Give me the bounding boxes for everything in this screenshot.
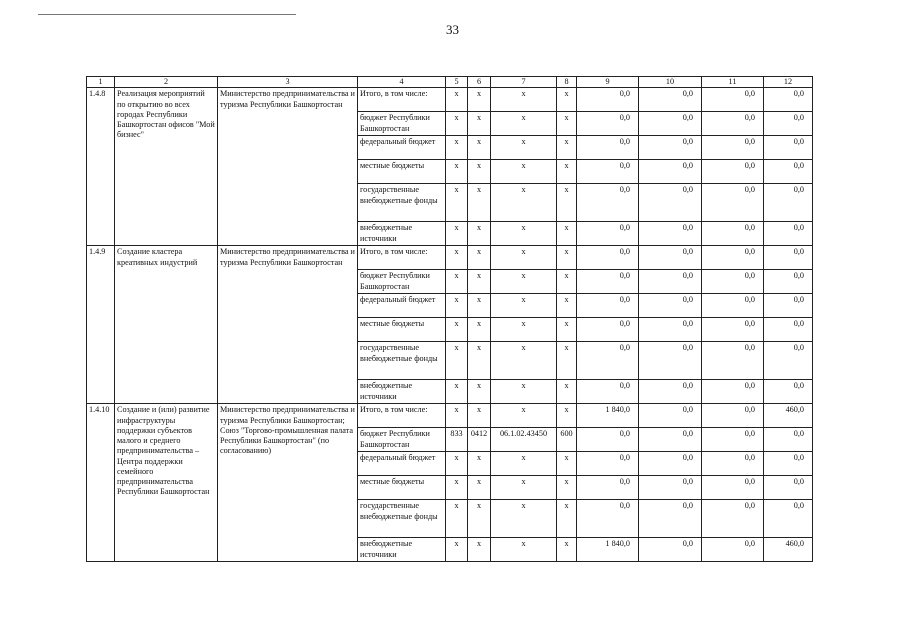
expense-type-code: x (557, 160, 577, 184)
amount-col-9: 0,0 (577, 136, 639, 160)
amount-col-11: 0,0 (702, 222, 764, 246)
section-code: x (468, 452, 491, 476)
amount-col-11: 0,0 (702, 428, 764, 452)
amount-col-9: 0,0 (577, 294, 639, 318)
amount-col-11: 0,0 (702, 538, 764, 562)
admin-code: x (446, 452, 468, 476)
amount-col-9: 0,0 (577, 380, 639, 404)
section-code: x (468, 318, 491, 342)
column-number: 3 (218, 77, 358, 88)
amount-col-11: 0,0 (702, 294, 764, 318)
funding-source: государственные внебюджетные фонды (358, 342, 446, 380)
amount-col-10: 0,0 (639, 342, 702, 380)
target-article-code: x (491, 318, 557, 342)
amount-col-11: 0,0 (702, 318, 764, 342)
section-code: x (468, 160, 491, 184)
expense-type-code: x (557, 270, 577, 294)
admin-code: x (446, 380, 468, 404)
amount-col-10: 0,0 (639, 112, 702, 136)
item-executor: Министерство предпринимательства и туризма Республики Башкортостан (218, 246, 358, 404)
amount-col-9: 0,0 (577, 112, 639, 136)
admin-code: x (446, 318, 468, 342)
amount-col-12: 0,0 (764, 452, 813, 476)
funding-source: местные бюджеты (358, 318, 446, 342)
section-code: x (468, 500, 491, 538)
funding-source: внебюджетные источники (358, 380, 446, 404)
item-name: Создание и (или) развитие инфраструктуры поддержки субъектов малого и среднего предпринимательства – Центра поддержки семейного предпринимательства Республики Башкортостан (115, 404, 218, 562)
expense-type-code: x (557, 184, 577, 222)
amount-col-11: 0,0 (702, 380, 764, 404)
table-row (87, 404, 813, 428)
column-number: 2 (115, 77, 218, 88)
funding-source: Итого, в том числе: (358, 404, 446, 428)
amount-col-12: 0,0 (764, 270, 813, 294)
admin-code: x (446, 270, 468, 294)
funding-source: местные бюджеты (358, 160, 446, 184)
column-number: 1 (87, 77, 115, 88)
amount-col-11: 0,0 (702, 342, 764, 380)
amount-col-9: 0,0 (577, 184, 639, 222)
amount-col-11: 0,0 (702, 476, 764, 500)
funding-source: Итого, в том числе: (358, 246, 446, 270)
column-number: 6 (468, 77, 491, 88)
funding-source: государственные внебюджетные фонды (358, 184, 446, 222)
funding-source: внебюджетные источники (358, 538, 446, 562)
target-article-code: x (491, 136, 557, 160)
expense-type-code: x (557, 112, 577, 136)
section-code: x (468, 342, 491, 380)
section-code: x (468, 136, 491, 160)
admin-code: x (446, 112, 468, 136)
expense-type-code: x (557, 246, 577, 270)
amount-col-12: 0,0 (764, 294, 813, 318)
admin-code: x (446, 136, 468, 160)
header-rule (38, 14, 296, 15)
expense-type-code: x (557, 452, 577, 476)
section-code: x (468, 270, 491, 294)
section-code: x (468, 476, 491, 500)
target-article-code: x (491, 538, 557, 562)
section-code: x (468, 404, 491, 428)
amount-col-9: 1 840,0 (577, 404, 639, 428)
target-article-code: x (491, 160, 557, 184)
expense-type-code: x (557, 136, 577, 160)
target-article-code: 06.1.02.43450 (491, 428, 557, 452)
amount-col-10: 0,0 (639, 222, 702, 246)
admin-code: x (446, 184, 468, 222)
funding-source: местные бюджеты (358, 476, 446, 500)
admin-code: x (446, 222, 468, 246)
amount-col-11: 0,0 (702, 270, 764, 294)
column-number: 5 (446, 77, 468, 88)
amount-col-10: 0,0 (639, 452, 702, 476)
amount-col-10: 0,0 (639, 184, 702, 222)
amount-col-9: 0,0 (577, 476, 639, 500)
table-row (87, 88, 813, 112)
item-name: Реализация мероприятий по открытию во всех городах Республики Башкортостан офисов "Мой бизнес" (115, 88, 218, 246)
expense-type-code: x (557, 476, 577, 500)
item-number: 1.4.10 (87, 404, 115, 562)
funding-source: Итого, в том числе: (358, 88, 446, 112)
amount-col-9: 0,0 (577, 318, 639, 342)
budget-table (86, 76, 813, 562)
amount-col-12: 0,0 (764, 246, 813, 270)
expense-type-code: x (557, 500, 577, 538)
amount-col-10: 0,0 (639, 538, 702, 562)
target-article-code: x (491, 342, 557, 380)
expense-type-code: 600 (557, 428, 577, 452)
funding-source: федеральный бюджет (358, 136, 446, 160)
amount-col-12: 0,0 (764, 136, 813, 160)
expense-type-code: x (557, 404, 577, 428)
target-article-code: x (491, 380, 557, 404)
expense-type-code: x (557, 380, 577, 404)
amount-col-10: 0,0 (639, 380, 702, 404)
amount-col-10: 0,0 (639, 246, 702, 270)
amount-col-11: 0,0 (702, 500, 764, 538)
expense-type-code: x (557, 342, 577, 380)
expense-type-code: x (557, 318, 577, 342)
column-number: 11 (702, 77, 764, 88)
section-code: x (468, 112, 491, 136)
amount-col-11: 0,0 (702, 112, 764, 136)
amount-col-9: 0,0 (577, 88, 639, 112)
section-code: x (468, 380, 491, 404)
admin-code: x (446, 538, 468, 562)
amount-col-11: 0,0 (702, 452, 764, 476)
amount-col-10: 0,0 (639, 294, 702, 318)
section-code: x (468, 184, 491, 222)
column-number: 4 (358, 77, 446, 88)
amount-col-10: 0,0 (639, 500, 702, 538)
amount-col-10: 0,0 (639, 136, 702, 160)
target-article-code: x (491, 270, 557, 294)
funding-source: бюджет Республики Башкортостан (358, 112, 446, 136)
amount-col-12: 0,0 (764, 184, 813, 222)
funding-source: федеральный бюджет (358, 294, 446, 318)
amount-col-11: 0,0 (702, 404, 764, 428)
funding-source: внебюджетные источники (358, 222, 446, 246)
section-code: 0412 (468, 428, 491, 452)
column-number: 7 (491, 77, 557, 88)
amount-col-12: 0,0 (764, 88, 813, 112)
target-article-code: x (491, 88, 557, 112)
amount-col-12: 0,0 (764, 112, 813, 136)
amount-col-9: 0,0 (577, 500, 639, 538)
target-article-code: x (491, 476, 557, 500)
admin-code: 833 (446, 428, 468, 452)
amount-col-11: 0,0 (702, 184, 764, 222)
amount-col-9: 0,0 (577, 270, 639, 294)
expense-type-code: x (557, 538, 577, 562)
amount-col-9: 0,0 (577, 246, 639, 270)
amount-col-12: 0,0 (764, 342, 813, 380)
amount-col-9: 0,0 (577, 428, 639, 452)
amount-col-11: 0,0 (702, 160, 764, 184)
target-article-code: x (491, 222, 557, 246)
amount-col-9: 0,0 (577, 452, 639, 476)
amount-col-12: 0,0 (764, 160, 813, 184)
amount-col-9: 1 840,0 (577, 538, 639, 562)
column-number: 9 (577, 77, 639, 88)
target-article-code: x (491, 112, 557, 136)
section-code: x (468, 294, 491, 318)
funding-source: бюджет Республики Башкортостан (358, 270, 446, 294)
expense-type-code: x (557, 88, 577, 112)
item-number: 1.4.8 (87, 88, 115, 246)
amount-col-10: 0,0 (639, 476, 702, 500)
amount-col-10: 0,0 (639, 428, 702, 452)
amount-col-9: 0,0 (577, 222, 639, 246)
amount-col-12: 0,0 (764, 380, 813, 404)
amount-col-10: 0,0 (639, 318, 702, 342)
funding-source: федеральный бюджет (358, 452, 446, 476)
amount-col-12: 460,0 (764, 538, 813, 562)
admin-code: x (446, 404, 468, 428)
amount-col-12: 460,0 (764, 404, 813, 428)
amount-col-10: 0,0 (639, 404, 702, 428)
item-name: Создание кластера креативных индустрий (115, 246, 218, 404)
admin-code: x (446, 294, 468, 318)
column-number: 8 (557, 77, 577, 88)
admin-code: x (446, 246, 468, 270)
admin-code: x (446, 476, 468, 500)
section-code: x (468, 88, 491, 112)
amount-col-12: 0,0 (764, 318, 813, 342)
expense-type-code: x (557, 294, 577, 318)
section-code: x (468, 538, 491, 562)
admin-code: x (446, 160, 468, 184)
funding-source: государственные внебюджетные фонды (358, 500, 446, 538)
target-article-code: x (491, 246, 557, 270)
amount-col-11: 0,0 (702, 246, 764, 270)
amount-col-9: 0,0 (577, 342, 639, 380)
target-article-code: x (491, 500, 557, 538)
amount-col-12: 0,0 (764, 428, 813, 452)
admin-code: x (446, 500, 468, 538)
amount-col-9: 0,0 (577, 160, 639, 184)
amount-col-12: 0,0 (764, 222, 813, 246)
amount-col-10: 0,0 (639, 270, 702, 294)
section-code: x (468, 222, 491, 246)
item-executor: Министерство предпринимательства и туризма Республики Башкортостан (218, 88, 358, 246)
target-article-code: x (491, 452, 557, 476)
column-number: 12 (764, 77, 813, 88)
amount-col-10: 0,0 (639, 88, 702, 112)
column-number-row (87, 77, 813, 88)
amount-col-11: 0,0 (702, 136, 764, 160)
target-article-code: x (491, 404, 557, 428)
amount-col-11: 0,0 (702, 88, 764, 112)
funding-source: бюджет Республики Башкортостан (358, 428, 446, 452)
amount-col-12: 0,0 (764, 476, 813, 500)
amount-col-10: 0,0 (639, 160, 702, 184)
amount-col-12: 0,0 (764, 500, 813, 538)
target-article-code: x (491, 294, 557, 318)
item-number: 1.4.9 (87, 246, 115, 404)
table-row (87, 246, 813, 270)
page-number: 33 (446, 22, 459, 37)
item-executor: Министерство предпринимательства и туризма Республики Башкортостан; Союз "Торгово-промышленная палата Республики Башкортостан" (по согласованию) (218, 404, 358, 562)
column-number: 10 (639, 77, 702, 88)
target-article-code: x (491, 184, 557, 222)
expense-type-code: x (557, 222, 577, 246)
admin-code: x (446, 88, 468, 112)
admin-code: x (446, 342, 468, 380)
section-code: x (468, 246, 491, 270)
